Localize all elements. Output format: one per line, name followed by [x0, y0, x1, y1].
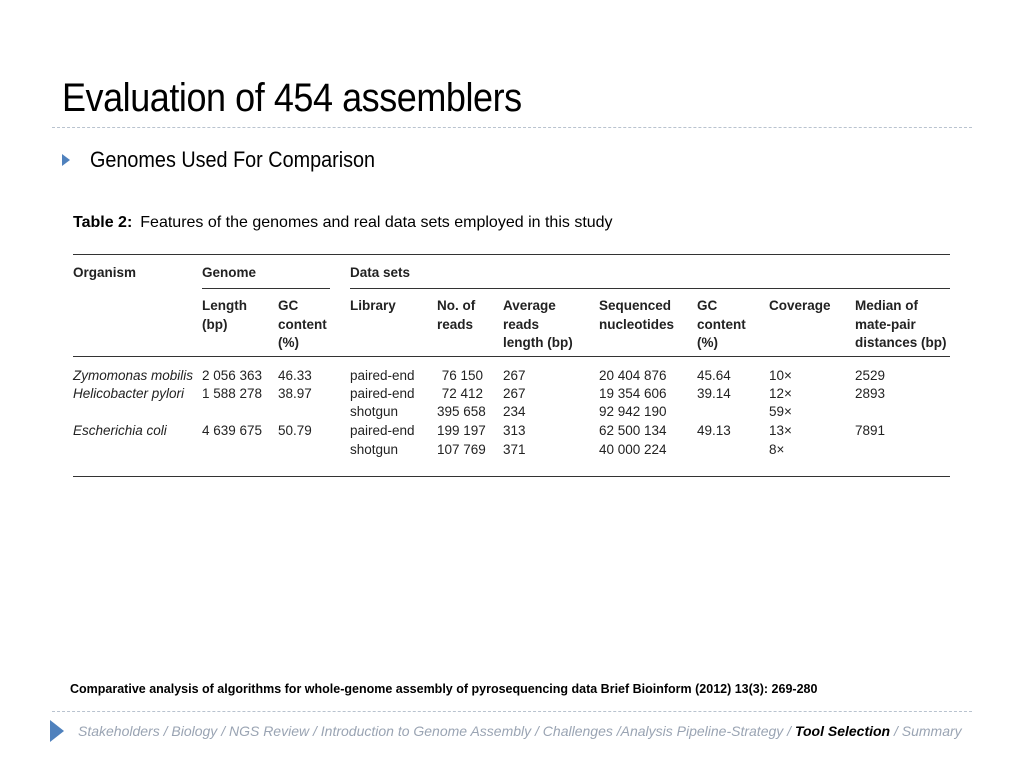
breadcrumb: [78, 723, 962, 739]
cell-library: shotgun: [350, 442, 399, 457]
cell-reads: 107 769: [437, 442, 486, 457]
cell-gc-reads: 45.64: [697, 368, 731, 383]
cell-reads: 72 412: [441, 386, 483, 401]
cell-length: 1 588 278: [202, 386, 263, 401]
header-datasets: Data sets: [350, 265, 411, 280]
cell-organism: Helicobacter pylori: [73, 386, 185, 401]
table-row: [73, 423, 950, 442]
cell-average-length: 313: [503, 423, 526, 438]
cell-sequenced: 62 500 134: [599, 423, 667, 438]
bullet-item: [62, 147, 407, 173]
footer-navigation: [50, 720, 962, 742]
cell-sequenced: 19 354 606: [599, 386, 667, 401]
header-length: Length (bp): [202, 298, 247, 332]
header-bottom-rule: [73, 356, 950, 357]
header-reads: No. of reads: [437, 298, 476, 332]
cell-coverage: 59×: [769, 404, 792, 419]
table-bottom-rule: [73, 476, 950, 477]
header-gc-content-reads: GC content (%): [697, 298, 746, 350]
cell-coverage: 8×: [769, 442, 785, 457]
breadcrumb-summary[interactable]: / Summary: [890, 723, 962, 739]
table-label: Table 2:: [73, 214, 133, 231]
header-gc: GC content (%): [278, 298, 327, 350]
table-caption-text: Features of the genomes and real data sets employed in this study: [140, 214, 613, 231]
breadcrumb-current[interactable]: Tool Selection: [794, 723, 891, 739]
cell-median: 2529: [855, 368, 886, 383]
genome-features-table: [73, 214, 950, 480]
datasets-group-rule: [350, 288, 950, 289]
header-median: Median of mate-pair distances (bp): [855, 298, 947, 350]
slide-title: Evaluation of 454 assemblers: [62, 76, 522, 120]
cell-gc-reads: 49.13: [697, 423, 731, 438]
cell-organism: Escherichia coli: [73, 423, 167, 438]
header-library: Library: [350, 298, 396, 313]
citation: Comparative analysis of algorithms for whole-genome assembly of pyrosequencing data Brief Bioinform (2012) 13(3): 269-280: [70, 682, 818, 696]
cell-library: paired-end: [350, 386, 415, 401]
cell-reads: 395 658: [437, 404, 486, 419]
table-row: [73, 442, 950, 461]
triangle-bullet-icon: [62, 154, 70, 166]
title-separator: [52, 127, 972, 128]
table-row: [73, 368, 950, 387]
cell-gc-reads: 39.14: [697, 386, 731, 401]
cell-average-length: 371: [503, 442, 526, 457]
cell-library: paired-end: [350, 423, 415, 438]
table-row: [73, 386, 950, 405]
breadcrumb-sections[interactable]: Stakeholders / Biology / NGS Review / Introduction to Genome Assembly / Challenges /Analysis Pipeline-Strategy /: [78, 723, 795, 739]
cell-average-length: 234: [503, 404, 526, 419]
cell-average-length: 267: [503, 368, 526, 383]
cell-gc: 38.97: [278, 386, 312, 401]
cell-length: 4 639 675: [202, 423, 263, 438]
cell-coverage: 12×: [769, 386, 792, 401]
genome-group-rule: [202, 288, 330, 289]
header-organism: Organism: [73, 265, 137, 280]
cell-gc: 50.79: [278, 423, 312, 438]
cell-organism: Zymomonas mobilis: [73, 368, 194, 383]
cell-length: 2 056 363: [202, 368, 263, 383]
cell-median: 2893: [855, 386, 886, 401]
cell-gc: 46.33: [278, 368, 312, 383]
cell-library: shotgun: [350, 404, 399, 419]
footer-triangle-icon: [50, 720, 64, 742]
table-top-rule: [73, 254, 950, 255]
cell-median: 7891: [855, 423, 886, 438]
footer-separator: [52, 711, 972, 712]
bullet-text: Genomes Used For Comparison: [90, 147, 376, 172]
cell-average-length: 267: [503, 386, 526, 401]
header-coverage: Coverage: [769, 298, 831, 313]
cell-sequenced: 40 000 224: [599, 442, 667, 457]
cell-reads: 199 197: [437, 423, 486, 438]
cell-coverage: 13×: [769, 423, 792, 438]
cell-library: paired-end: [350, 368, 415, 383]
cell-reads: 76 150: [441, 368, 483, 383]
cell-coverage: 10×: [769, 368, 792, 383]
header-sequenced-nucleotides: Sequenced nucleotides: [599, 298, 675, 332]
header-average-length: Average reads length (bp): [503, 298, 573, 350]
header-genome: Genome: [202, 265, 257, 280]
table-row: [73, 404, 950, 423]
cell-sequenced: 92 942 190: [599, 404, 667, 419]
cell-sequenced: 20 404 876: [599, 368, 667, 383]
table-caption: [73, 214, 613, 232]
